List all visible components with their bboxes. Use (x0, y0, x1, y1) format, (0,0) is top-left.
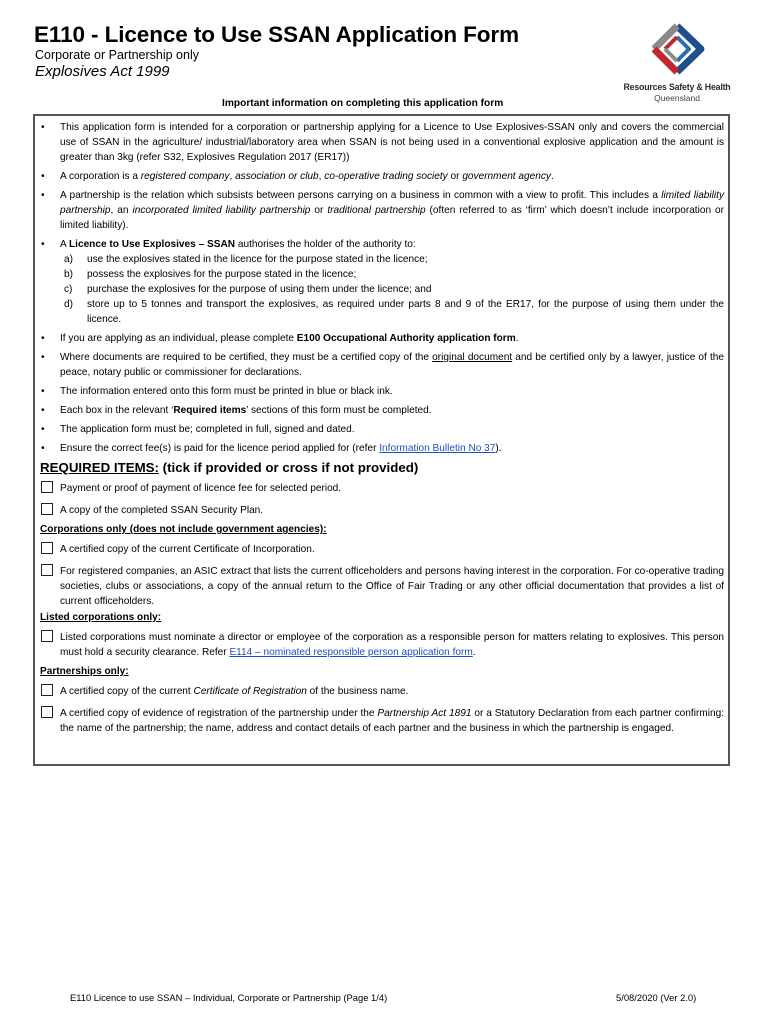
required-item-responsible-person: Listed corporations must nominate a director or employee of the corporation as a responsible person for matters relating to explosives. This person must hold a security clearance. Refer E114 – nominated responsible person application form. (40, 630, 724, 660)
info-bullet-individual: • If you are applying as an individual, please complete E100 Occupational Authority application form. (40, 331, 724, 346)
required-item-asic-extract: For registered companies, an ASIC extract that lists the current officeholders and persons having interest in the corporation. For co-operative trading societies, clubs or associations, a copy of the annual return to the Office of Fair Trading or any other official documentation that provides a list of current officeholders. (40, 564, 724, 609)
authority-item: c) purchase the explosives for the purpose of using them under the licence; and (64, 284, 432, 295)
footer-form-name: E110 Licence to use SSAN – Individual, Corporate or Partnership (Page 1/4) (70, 992, 388, 1003)
info-bullet-partnership: • A partnership is the relation which subsists between persons carrying on a business in common with a view to profit. This includes a limited liability partnership, an incorporated limited liability partnership or traditional partnership (often referred to as ‘firm’ which doesn’t include incorporation or limited liability). (40, 188, 724, 233)
checkbox[interactable] (41, 630, 53, 642)
authority-item: b) possess the explosives for the purpose stated in the licence; (64, 269, 357, 280)
info-bullet-complete: • The application form must be; completed in full, signed and dated. (40, 422, 724, 437)
checkbox[interactable] (41, 564, 53, 576)
act-name: Explosives Act 1999 (35, 63, 170, 80)
form-subtitle: Corporate or Partnership only (35, 48, 199, 62)
form-content (40, 120, 724, 743)
e114-form-link[interactable]: E114 – nominated responsible person application form (229, 647, 473, 658)
form-title: E110 - Licence to Use SSAN Application Form (34, 22, 519, 47)
checkbox[interactable] (41, 503, 53, 515)
info-heading: Important information on completing this application form (222, 98, 504, 109)
rshq-logo (622, 22, 732, 104)
checkbox[interactable] (41, 542, 53, 554)
info-list (40, 120, 724, 456)
checkbox[interactable] (41, 706, 53, 718)
info-bullet-scope: • This application form is intended for a corporation or partnership applying for a Licence to Use Explosives-SSAN only and covers the commercial use of SSAN in the agriculture/ industrial/laboratory area when SSAN is not being used in a conventional explosive application and the amount is greater than 3kg (refer S32, Explosives Regulation 2017 (ER17)) (40, 120, 724, 165)
info-bullet-certified: • Where documents are required to be certified, they must be a certified copy of the original document and be certified only by a lawyer, justice of the peace, notary public or commissioner for declarations. (40, 350, 724, 380)
checkbox[interactable] (41, 684, 53, 696)
required-item-partnership-evidence: A certified copy of evidence of registration of the partnership under the Partnership Act 1891 or a Statutory Declaration from each partner confirming: the name of the partnership; the name, address and contact details of each partner and the business in which the partnership is engaged. (40, 706, 724, 736)
info-bullet-corporation: • A corporation is a registered company, association or club, co-operative trading society or government agency. (40, 169, 724, 184)
required-item-registration-certificate: A certified copy of the current Certificate of Registration of the business name. (40, 684, 724, 699)
required-item-security-plan: A copy of the completed SSAN Security Plan. (40, 503, 724, 518)
logo-subtext: Queensland (654, 93, 700, 103)
listed-corporations-heading: Listed corporations only: (40, 612, 162, 623)
logo-text: Resources Safety & Health (623, 82, 731, 92)
info-bullet-fee: • Ensure the correct fee(s) is paid for the licence period applied for (refer Information Bulletin No 37). (40, 441, 724, 456)
info-bullet-ink: • The information entered onto this form must be printed in blue or black ink. (40, 384, 724, 399)
info-bullet-licence: • A Licence to Use Explosives – SSAN authorises the holder of the authority to: a) use the explosives stated in the licence for the purpose stated in the licence; b) possess the explosives for the purpose stated in the licence; c) purchase the explosives for the purpose of using them under the licence; and d) store up to 5 tonnes and transport the explosives, as required under parts 8 and 9 of the ER17, for the purpose of using them under the licence. (40, 237, 724, 327)
footer-version: 5/08/2020 (Ver 2.0) (616, 992, 697, 1003)
authority-item: a) use the explosives stated in the licence for the purpose stated in the licence; (64, 254, 428, 265)
corporations-heading: Corporations only (does not include government agencies): (40, 524, 327, 535)
bulletin-link[interactable]: Information Bulletin No 37 (379, 443, 496, 454)
required-item-fee: Payment or proof of payment of licence fee for selected period. (40, 481, 724, 496)
required-item-incorporation: A certified copy of the current Certificate of Incorporation. (40, 542, 724, 557)
authority-list (60, 252, 724, 327)
checkbox[interactable] (41, 481, 53, 493)
partnerships-heading: Partnerships only: (40, 666, 129, 677)
info-bullet-required: • Each box in the relevant ‘Required items’ sections of this form must be completed. (40, 403, 724, 418)
authority-item: d) store up to 5 tonnes and transport the explosives, as required under parts 8 and 9 of the ER17, for the purpose of using them under the licence. (64, 299, 724, 325)
diamond-logo-icon (646, 22, 708, 80)
required-items-heading: REQUIRED ITEMS: (tick if provided or cross if not provided) (40, 460, 419, 475)
